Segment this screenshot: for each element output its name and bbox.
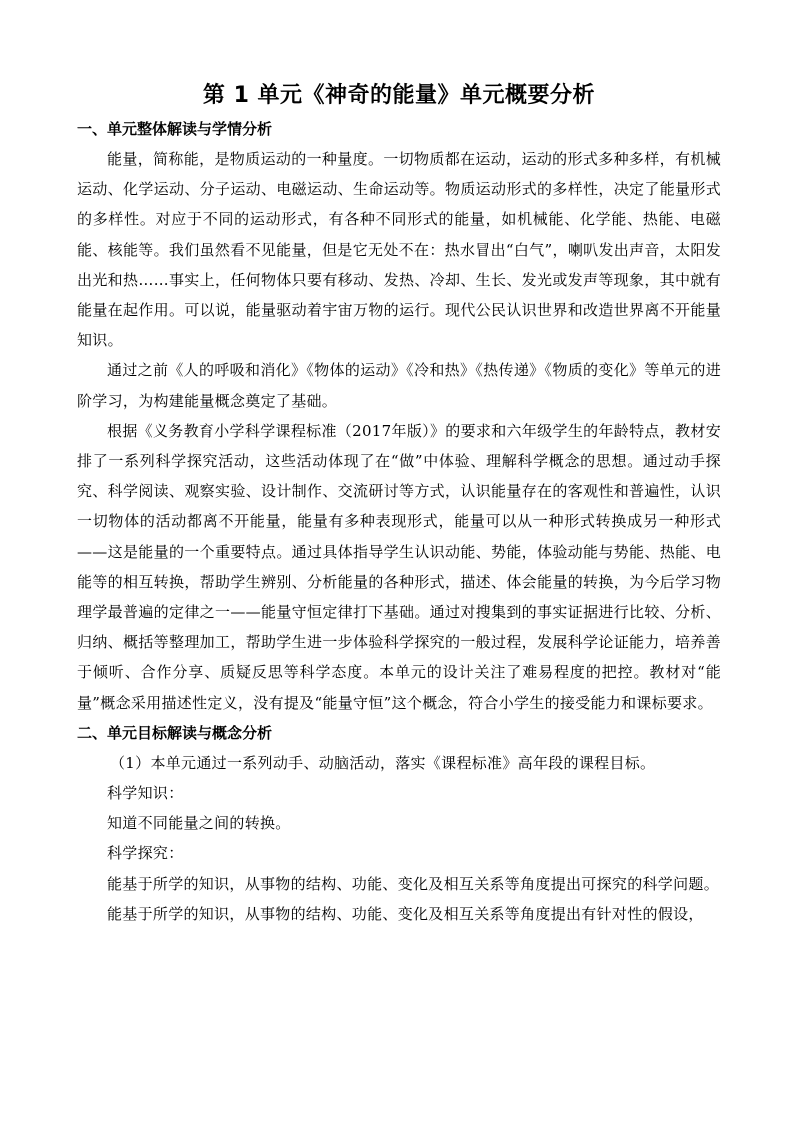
section-1: [77, 114, 721, 718]
section-2-paragraph-3: 知道不同能量之间的转换。: [107, 814, 291, 833]
section-2-paragraph-5: 能基于所学的知识，从事物的结构、功能、变化及相互关系等角度提出可探究的科学问题。: [107, 874, 720, 893]
page-title: 第 1 单元《神奇的能量》单元概要分析: [202, 83, 596, 108]
section-1-paragraph-3: 根据《义务教育小学科学课程标准（2017年版）》的要求和六年级学生的年龄特点，教材安排了一系列科学探究活动，这些活动体现了在“做”中体验、理解科学概念的思想。通过动手探究、科学阅读、观察实验、设计制作、交流研讨等方式，认识能量存在的客观性和普遍性，认识一切物体的活动都离不开能量，能量有多种表现形式，能量可以从一种形式转换成另一种形式——这是能量的一个重要特点。通过具体指导学生认识动能、势能，体验动能与势能、热能、电能等的相互转换，帮助学生辨别、分析能量的各种形式，描述、体会能量的转换，为今后学习物理学最普遍的定律之一——能量守恒定律打下基础。通过对搜集到的事实证据进行比较、分析、归纳、概括等整理加工，帮助学生进一步体验科学探究的一般过程，发展科学论证能力，培养善于倾听、合作分享、质疑反思等科学态度。本单元的设计关注了难易程度的把控。教材对“能量”概念采用描述性定义，没有提及“能量守恒”这个概念，符合小学生的接受能力和课标要求。: [77, 421, 721, 712]
section-2-heading: 二、单元目标解读与概念分析: [77, 723, 273, 742]
section-2-paragraph-4: 科学探究：: [107, 844, 184, 863]
section-2-paragraph-6: 能基于所学的知识，从事物的结构、功能、变化及相互关系等角度提出有针对性的假设，: [107, 904, 704, 923]
section-2: [77, 718, 721, 929]
section-1-heading: 一、单元整体解读与学情分析: [77, 120, 273, 138]
section-1-paragraph-2: 通过之前《人的呼吸和消化》《物体的运动》《冷和热》《热传递》《物质的变化》等单元的进阶学习，为构建能量概念奠定了基础。: [77, 361, 721, 410]
section-1-paragraph-1: 能量，简称能，是物质运动的一种量度。一切物质都在运动，运动的形式多种多样，有机械运动、化学运动、分子运动、电磁运动、生命运动等。物质运动形式的多样性，决定了能量形式的多样性。对应于不同的运动形式，有各种不同形式的能量，如机械能、化学能、热能、电磁能、核能等。我们虽然看不见能量，但是它无处不在：热水冒出“白气”，喇叭发出声音，太阳发出光和热……事实上，任何物体只要有移动、发热、冷却、生长、发光或发声等现象，其中就有能量在起作用。可以说，能量驱动着宇宙万物的运行。现代公民认识世界和改造世界离不开能量知识。: [77, 150, 721, 350]
section-2-paragraph-2: 科学知识：: [107, 784, 184, 803]
section-2-paragraph-1: （1）本单元通过一系列动手、动脑活动，落实《课程标准》高年段的课程目标。: [110, 753, 656, 772]
